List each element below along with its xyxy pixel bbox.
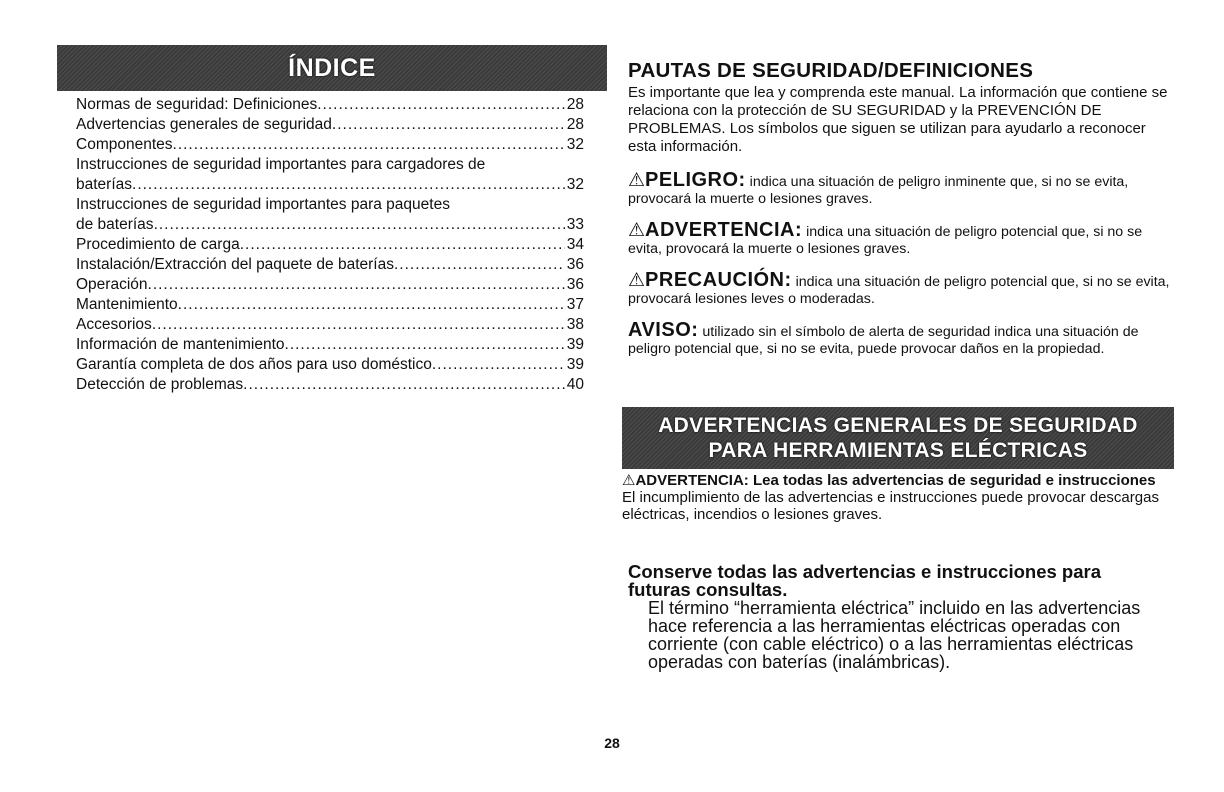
- toc-entry-page: 32: [566, 136, 584, 153]
- toc-entry-title: Componentes: [76, 136, 173, 153]
- toc-entry-title: Procedimiento de carga: [76, 236, 240, 253]
- toc-entry: [76, 135, 584, 155]
- safety-definitions-section: [628, 58, 1176, 358]
- toc-entry-page: 28: [566, 116, 584, 133]
- signal-word-entry: [628, 269, 1176, 308]
- toc-entry-page: 34: [566, 236, 584, 253]
- signal-word-keyword: AVISO:: [628, 319, 699, 341]
- toc-entry-title: Mantenimiento: [76, 296, 178, 313]
- toc-entry: [76, 375, 584, 395]
- warning-triangle-icon: ⚠: [628, 220, 646, 241]
- signal-word-entry: [628, 219, 1176, 258]
- toc-leader-dots: [148, 275, 565, 295]
- keep-instructions-title: Conserve todas las advertencias e instrucciones para futuras consultas.: [628, 561, 1101, 600]
- toc-entry: [76, 215, 584, 235]
- toc-entry-title: Advertencias generales de seguridad: [76, 116, 332, 133]
- safety-definitions-intro: Es importante que lea y comprenda este manual. La información que contiene se relaciona con la protección de SU SEGURIDAD y la PREVENCIÓN DE PROBLEMAS. Los símbolos que siguen se utilizan para ayudarlo a reconocer esta información.: [628, 84, 1168, 155]
- toc-entry-title: Garantía completa de dos años para uso doméstico: [76, 356, 432, 373]
- signal-word-keyword: PRECAUCIÓN:: [645, 269, 792, 291]
- signal-word-entry: [628, 169, 1176, 208]
- page-number: 28: [604, 735, 620, 751]
- warning-triangle-icon: ⚠: [628, 270, 646, 291]
- toc-entry-title: Instalación/Extracción del paquete de baterías: [76, 256, 394, 273]
- keep-instructions-section: [628, 563, 1168, 671]
- toc-leader-dots: [173, 135, 565, 155]
- toc-entry-page: 40: [566, 376, 584, 393]
- general-warnings-banner: [622, 407, 1174, 469]
- general-warnings-banner-line1: ADVERTENCIAS GENERALES DE SEGURIDAD: [658, 414, 1138, 437]
- toc-leader-dots: [132, 175, 565, 195]
- toc-leader-dots: [332, 115, 565, 135]
- signal-word-keyword: PELIGRO:: [645, 169, 746, 191]
- table-of-contents: [76, 95, 584, 395]
- toc-entry: [76, 335, 584, 355]
- toc-entry-page: 36: [566, 256, 584, 273]
- toc-entry-title: Normas de seguridad: Definiciones: [76, 96, 318, 113]
- signal-word-text: indica una situación de peligro potencial que, si no se evita, provocará la muerte o lesiones graves.: [628, 224, 1143, 257]
- read-all-warnings-text: El incumplimiento de las advertencias e instrucciones puede provocar descargas eléctricas, incendios o lesiones graves.: [622, 489, 1159, 523]
- toc-entry: [76, 295, 584, 315]
- toc-leader-dots: [240, 235, 565, 255]
- toc-leader-dots: [394, 255, 565, 275]
- toc-entry: [76, 95, 584, 115]
- signal-word-keyword: ADVERTENCIA:: [645, 219, 803, 241]
- toc-entry-title: Operación: [76, 276, 148, 293]
- toc-entry-title: baterías: [76, 176, 133, 193]
- toc-entry-page: 39: [566, 356, 584, 373]
- toc-entry-page: 33: [566, 216, 584, 233]
- warning-triangle-icon: ⚠: [622, 472, 636, 489]
- toc-entry-page: 37: [566, 296, 584, 313]
- read-all-warnings-bold: ADVERTENCIA: Lea todas las advertencias de seguridad e instrucciones: [635, 472, 1156, 489]
- toc-leader-dots: [432, 355, 565, 375]
- toc-leader-dots: [154, 215, 565, 235]
- toc-entry-line: Instrucciones de seguridad importantes para paquetes: [76, 196, 450, 213]
- toc-entry-title: Accesorios: [76, 316, 152, 333]
- toc-entry-page: 32: [566, 176, 584, 193]
- toc-entry-line: Instrucciones de seguridad importantes para cargadores de: [76, 156, 486, 173]
- toc-entry: [76, 315, 584, 335]
- toc-entry-title: Información de mantenimiento: [76, 336, 285, 353]
- toc-leader-dots: [285, 335, 565, 355]
- read-all-warnings-notice: [622, 472, 1162, 523]
- toc-leader-dots: [152, 315, 565, 335]
- signal-word-text: utilizado sin el símbolo de alerta de seguridad indica una situación de peligro potencial que, si no se evita, puede provocar daños en la propiedad.: [628, 324, 1139, 357]
- warning-triangle-icon: ⚠: [628, 170, 646, 191]
- toc-entry-title: de baterías: [76, 216, 154, 233]
- signal-word-entry: [628, 319, 1176, 358]
- signal-word-text: indica una situación de peligro inminente que, si no se evita, provocará la muerte o lesiones graves.: [628, 174, 1129, 207]
- toc-leader-dots: [317, 95, 565, 115]
- safety-definitions-title: PAUTAS DE SEGURIDAD/DEFINICIONES: [628, 59, 1034, 82]
- toc-entry: [76, 355, 584, 375]
- toc-entry: [76, 175, 584, 195]
- toc-leader-dots: [178, 295, 565, 315]
- power-tool-definition: El término “herramienta eléctrica” incluido en las advertencias hace referencia a las herramientas eléctricas operadas con corriente (con cable eléctrico) o a las herramientas eléctricas operadas con baterías (inalámbricas).: [648, 598, 1141, 672]
- indice-banner: ÍNDICE: [57, 45, 607, 91]
- toc-entry: [76, 255, 584, 275]
- toc-entry-page: 28: [566, 96, 584, 113]
- signal-word-text: indica una situación de peligro potencial que, si no se evita, provocará lesiones leves o moderadas.: [628, 274, 1170, 307]
- toc-leader-dots: [243, 375, 565, 395]
- signal-word-list: [628, 169, 1176, 358]
- toc-entry-page: 36: [566, 276, 584, 293]
- toc-entry-title: Detección de problemas: [76, 376, 244, 393]
- toc-entry: [76, 235, 584, 255]
- toc-entry: [76, 115, 584, 135]
- toc-entry-page: 38: [566, 316, 584, 333]
- toc-entry-page: 39: [566, 336, 584, 353]
- toc-entry: [76, 275, 584, 295]
- general-warnings-banner-line2: PARA HERRAMIENTAS ELÉCTRICAS: [708, 439, 1088, 462]
